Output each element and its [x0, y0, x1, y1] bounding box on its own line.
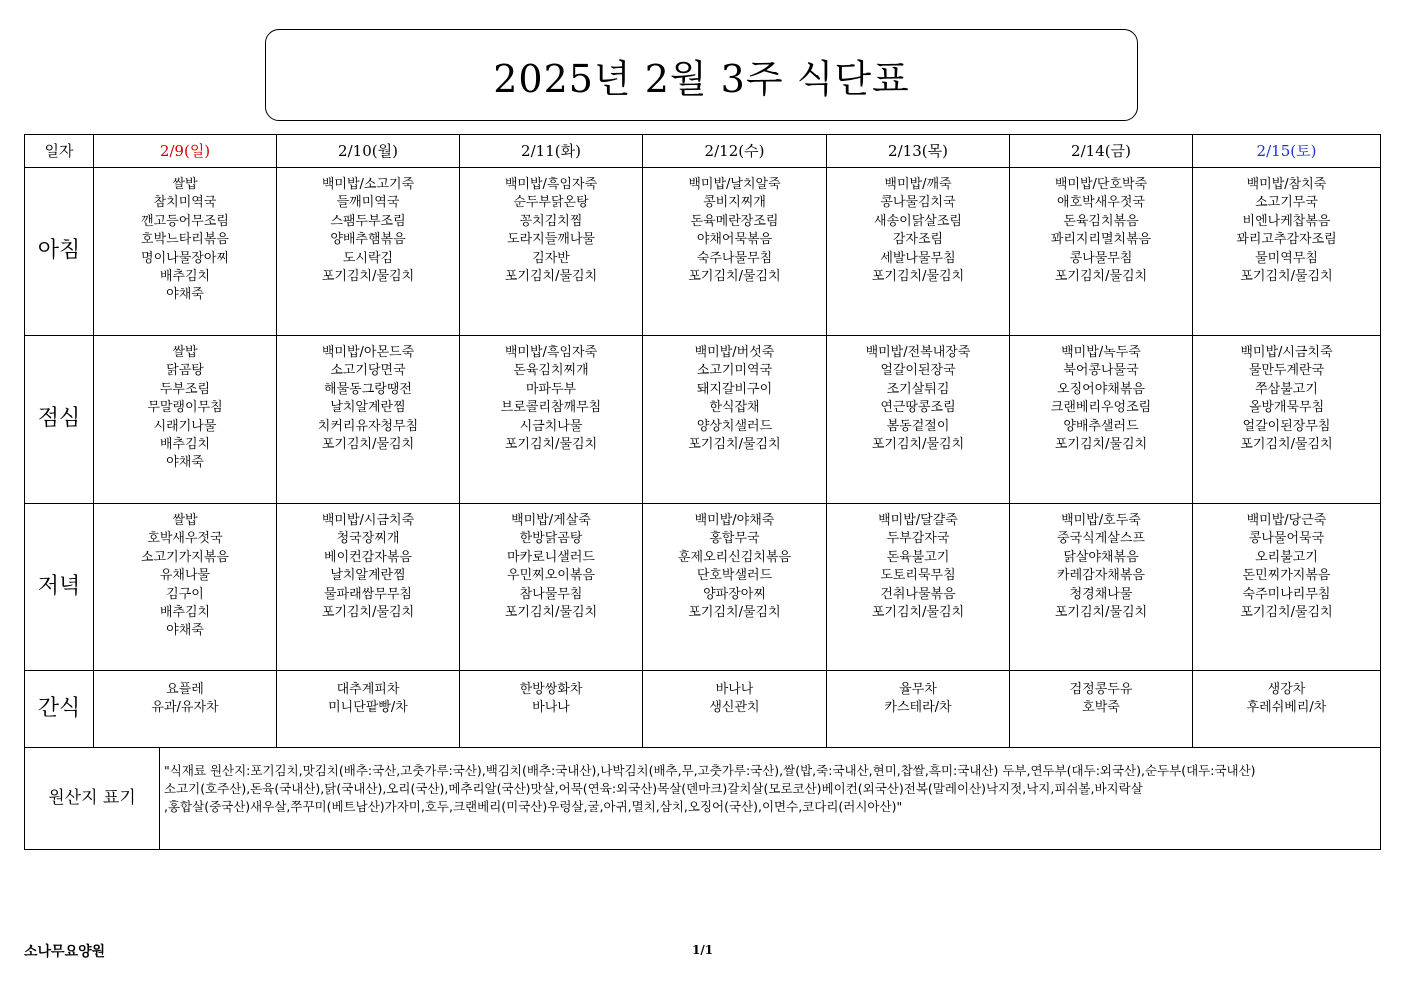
menu-item: 콩나물김치국 [880, 195, 956, 211]
breakfast-row [25, 168, 1381, 336]
menu-item: 포기김치/물김치 [688, 269, 781, 285]
menu-item: 날치알계란찜 [330, 400, 406, 416]
menu-cell [1193, 504, 1381, 671]
menu-item: 숙주미나리무침 [1242, 586, 1331, 602]
menu-item: 후레쉬베리/차 [1246, 700, 1327, 716]
menu-item: 콩비지찌개 [703, 195, 766, 211]
menu-item: 날치알계란찜 [330, 568, 406, 584]
origin-row [25, 748, 1381, 850]
menu-item: 배추김치 [159, 437, 211, 453]
menu-item: 한방쌍화차 [519, 682, 583, 697]
menu-item: 양배추샐러드 [1063, 418, 1139, 434]
menu-item: 명이나물장아찌 [141, 250, 229, 266]
menu-item: 호박새우젓국 [147, 531, 223, 547]
origin-text [160, 748, 1381, 850]
menu-item: 돈민찌가지볶음 [1242, 568, 1331, 584]
menu-item: 애호박새우젓국 [1057, 195, 1145, 211]
menu-item: 배추김치 [159, 269, 211, 285]
menu-cell [827, 671, 1010, 748]
menu-item: 얼갈이된장국 [880, 363, 956, 379]
menu-item: 연근땅콩조림 [880, 400, 956, 416]
menu-cell [277, 336, 460, 504]
menu-item: 얼갈이된장무침 [1242, 418, 1331, 434]
menu-item: 바나나 [715, 682, 754, 697]
menu-item: 백미밥/소고기죽 [321, 177, 415, 192]
menu-item: 생신관치 [709, 700, 760, 716]
menu-item: 포기김치/물김치 [871, 437, 965, 453]
menu-item: 포기김치/물김치 [321, 437, 415, 453]
menu-item: 검정콩두유 [1069, 682, 1133, 697]
menu-table [24, 134, 1381, 850]
menu-item: 포기김치/물김치 [1240, 605, 1333, 621]
menu-item: 백미밥/아몬드죽 [321, 345, 415, 360]
menu-cell [277, 671, 460, 748]
menu-item: 콩나물어묵국 [1248, 531, 1325, 547]
menu-item: 홍합무국 [709, 531, 760, 547]
menu-item: 단호박샐러드 [696, 568, 773, 584]
menu-item: 봄동겉절이 [886, 418, 950, 434]
menu-cell [94, 168, 277, 336]
menu-cell [1193, 671, 1381, 748]
menu-item: 호박느타리볶음 [141, 232, 229, 248]
origin-line: ,홍합살(중국산)새우살,쭈꾸미(베트남산)가자미,호두,크랜베리(미국산)우렁살,굴,아귀,멸치,삼치,오징어(국산),이면수,코다리(러시아산)" [164, 799, 903, 814]
title-box [265, 29, 1138, 121]
menu-item: 숙주나물무침 [696, 250, 773, 266]
menu-item: 김구이 [166, 586, 204, 602]
menu-item: 백미밥/호두죽 [1061, 513, 1141, 528]
menu-cell [1010, 504, 1193, 671]
menu-item: 바나나 [532, 700, 570, 716]
menu-cell [827, 336, 1010, 504]
menu-item: 닭살야채볶음 [1063, 549, 1139, 565]
menu-item: 베이컨감자볶음 [324, 549, 412, 565]
menu-item: 포기김치/물김치 [321, 605, 415, 621]
menu-item: 도토리묵무침 [880, 568, 956, 584]
lunch-row [25, 336, 1381, 504]
menu-item: 양배추햄볶음 [330, 232, 406, 248]
menu-item: 대추계피차 [336, 682, 400, 697]
menu-item: 포기김치/물김치 [1240, 269, 1333, 285]
day-header: 2/15(토) [1193, 135, 1381, 168]
menu-item: 백미밥/녹두죽 [1061, 345, 1141, 360]
menu-item: 두부감자국 [886, 531, 950, 547]
menu-cell [643, 168, 827, 336]
meal-label: 간식 [25, 671, 94, 748]
menu-item: 포기김치/물김치 [688, 437, 781, 453]
menu-item: 돈육김치볶음 [1063, 213, 1139, 229]
menu-item: 배추김치 [159, 605, 211, 621]
menu-item: 포기김치/물김치 [1240, 437, 1333, 453]
menu-item: 양파장아찌 [703, 586, 766, 602]
menu-cell [1193, 168, 1381, 336]
menu-item: 스팸두부조림 [330, 213, 406, 229]
menu-cell [460, 168, 643, 336]
menu-item: 호박죽 [1082, 700, 1120, 716]
menu-item: 생강차 [1267, 682, 1306, 697]
menu-item: 청경채나물 [1069, 586, 1133, 602]
menu-item: 꽈리지리멸치볶음 [1050, 232, 1152, 248]
menu-cell [460, 504, 643, 671]
menu-item: 포기김치/물김치 [321, 269, 415, 285]
menu-cell [94, 671, 277, 748]
menu-item: 도라지들깨나물 [507, 232, 595, 248]
menu-item: 훈제오리신김치볶음 [677, 549, 792, 565]
menu-item: 꽁치김치찜 [519, 213, 583, 229]
menu-item: 백미밥/게살죽 [511, 513, 591, 528]
menu-item: 쌀밥 [172, 345, 198, 360]
menu-item: 두부조림 [159, 381, 211, 397]
menu-item: 쭈삼불고기 [1255, 381, 1318, 397]
menu-cell [460, 336, 643, 504]
day-header: 2/14(금) [1010, 135, 1193, 168]
menu-item: 깬고등어무조림 [141, 213, 229, 229]
menu-item: 포기김치/물김치 [1054, 269, 1148, 285]
menu-item: 새송이닭살조림 [874, 213, 962, 229]
menu-item: 백미밥/버섯죽 [694, 345, 775, 360]
menu-item: 마파두부 [525, 381, 577, 397]
menu-item: 청국장찌개 [336, 531, 400, 547]
menu-item: 돼지갈비구이 [696, 381, 773, 397]
day-header: 2/10(월) [277, 135, 460, 168]
menu-item: 포기김치/물김치 [504, 269, 598, 285]
footer-org: 소나무요양원 [24, 944, 106, 960]
menu-item: 물파래쌈무무침 [324, 586, 412, 602]
menu-cell [1010, 671, 1193, 748]
menu-item: 돈육김치찌개 [513, 363, 589, 379]
menu-item: 콩나물무침 [1069, 250, 1133, 266]
menu-item: 올방개묵무침 [1248, 400, 1325, 416]
menu-item: 백미밥/참치죽 [1246, 177, 1327, 192]
menu-item: 야채죽 [166, 287, 204, 303]
menu-item: 한식잡채 [709, 400, 760, 416]
menu-item: 유채나물 [159, 568, 211, 584]
menu-item: 마카로니샐러드 [507, 549, 595, 565]
menu-item: 백미밥/시금치죽 [321, 513, 415, 528]
menu-item: 포기김치/물김치 [871, 269, 965, 285]
menu-item: 야채죽 [166, 455, 204, 471]
menu-item: 오징어야채볶음 [1057, 381, 1145, 397]
menu-item: 닭곰탕 [166, 363, 204, 379]
menu-item: 감자조림 [892, 232, 944, 248]
menu-cell [827, 168, 1010, 336]
menu-item: 소고기당면국 [330, 363, 406, 379]
menu-item: 시래기나물 [153, 418, 217, 434]
menu-item: 비엔나케찹볶음 [1242, 213, 1331, 229]
menu-item: 물만두계란국 [1248, 363, 1325, 379]
menu-item: 포기김치/물김치 [504, 437, 598, 453]
menu-item: 무말랭이무침 [147, 400, 223, 416]
menu-cell [643, 336, 827, 504]
menu-item: 포기김치/물김치 [688, 605, 781, 621]
menu-cell [643, 671, 827, 748]
meal-label: 아침 [25, 168, 94, 336]
menu-item: 백미밥/단호박죽 [1054, 177, 1148, 192]
menu-item: 오리불고기 [1255, 549, 1318, 565]
menu-cell [277, 504, 460, 671]
origin-line: "식재료 원산지:포기김치,맛김치(배추:국산,고춧가루:국산),백김치(배추:국내산),나박김치(배추,무,고춧가루:국산),쌀(밥,죽:국내산,현미,찹쌀,흑미:국내산) 두부,연두부(대두:외국산),순두부(대두:국내산) [164, 763, 1256, 778]
menu-item: 양상치샐러드 [696, 418, 773, 434]
menu-item: 카레감자채볶음 [1057, 568, 1145, 584]
menu-item: 도시락김 [342, 250, 394, 266]
menu-cell [1193, 336, 1381, 504]
menu-item: 백미밥/흑임자죽 [504, 177, 598, 192]
date-header-label: 일자 [25, 135, 94, 168]
origin-label: 원산지 표기 [25, 748, 160, 850]
day-header: 2/11(화) [460, 135, 643, 168]
menu-item: 소고기무국 [1255, 195, 1318, 211]
menu-item: 시금치나물 [519, 418, 583, 434]
menu-item: 소고기가지볶음 [141, 549, 229, 565]
menu-item: 소고기미역국 [696, 363, 773, 379]
menu-item: 꽈리고추감자조림 [1236, 232, 1337, 248]
menu-item: 포기김치/물김치 [504, 605, 598, 621]
menu-item: 율무차 [899, 682, 937, 697]
menu-item: 백미밥/야채죽 [694, 513, 775, 528]
menu-item: 백미밥/흑임자죽 [504, 345, 598, 360]
day-header: 2/9(일) [94, 135, 277, 168]
menu-item: 야채죽 [166, 623, 204, 639]
menu-item: 브로콜리참깨무침 [500, 400, 602, 416]
menu-item: 포기김치/물김치 [1054, 437, 1148, 453]
menu-item: 건취나물볶음 [880, 586, 956, 602]
snack-row [25, 671, 1381, 748]
menu-item: 순두부닭온탕 [513, 195, 589, 211]
meal-label: 저녁 [25, 504, 94, 671]
menu-item: 미니단팥빵/차 [328, 700, 408, 716]
menu-item: 야채어묵볶음 [696, 232, 773, 248]
menu-item: 유과/유자차 [151, 700, 219, 716]
menu-item: 조기살튀김 [886, 381, 950, 397]
menu-item: 김자반 [532, 250, 570, 266]
header-row [25, 135, 1381, 168]
menu-item: 크랜베리우엉조림 [1050, 400, 1152, 416]
menu-item: 포기김치/물김치 [1054, 605, 1148, 621]
menu-item: 세발나물무침 [880, 250, 956, 266]
menu-item: 돈육메란장조림 [690, 213, 779, 229]
menu-item: 중국식게살스프 [1057, 531, 1145, 547]
menu-item: 백미밥/날치알죽 [688, 177, 781, 192]
menu-item: 참치미역국 [153, 195, 217, 211]
menu-cell [460, 671, 643, 748]
meal-label: 점심 [25, 336, 94, 504]
menu-item: 백미밥/시금치죽 [1240, 345, 1333, 360]
page-title: 2025년 2월 3주 식단표 [493, 56, 910, 101]
menu-item: 치커리유자청무침 [317, 418, 419, 434]
day-header: 2/13(목) [827, 135, 1010, 168]
menu-cell [643, 504, 827, 671]
menu-item: 백미밥/당근죽 [1246, 513, 1327, 528]
menu-item: 백미밥/깨죽 [884, 177, 952, 192]
menu-item: 해물동그랑땡전 [324, 381, 412, 397]
menu-item: 요플레 [166, 682, 204, 697]
menu-item: 카스테라/차 [884, 700, 952, 716]
menu-cell [94, 504, 277, 671]
page-number: 1/1 [692, 943, 714, 957]
menu-cell [827, 504, 1010, 671]
menu-cell [1010, 168, 1193, 336]
menu-item: 북어콩나물국 [1063, 363, 1139, 379]
menu-cell [277, 168, 460, 336]
menu-cell [94, 336, 277, 504]
dinner-row [25, 504, 1381, 671]
menu-item: 백미밥/달걀죽 [878, 513, 958, 528]
menu-item: 쌀밥 [172, 513, 198, 528]
menu-item: 우민찌오이볶음 [507, 568, 595, 584]
menu-item: 백미밥/전복내장죽 [865, 345, 971, 360]
origin-line: 소고기(호주산),돈육(국내산),닭(국내산),오리(국산),메추리알(국산)맛살,어묵(연육:외국산)목살(덴마크)갈치살(모로코산)베이컨(외국산)전복(말레이산)낙지젓,낙지,피쉬볼,바지락살 [164, 781, 1143, 796]
menu-item: 물미역무침 [1255, 250, 1318, 266]
day-header: 2/12(수) [643, 135, 827, 168]
menu-item: 참나물무침 [519, 586, 583, 602]
menu-cell [1010, 336, 1193, 504]
menu-item: 포기김치/물김치 [871, 605, 965, 621]
menu-item: 쌀밥 [172, 177, 198, 192]
menu-item: 한방닭곰탕 [519, 531, 583, 547]
menu-item: 돈육불고기 [886, 549, 950, 565]
menu-item: 들깨미역국 [336, 195, 400, 211]
